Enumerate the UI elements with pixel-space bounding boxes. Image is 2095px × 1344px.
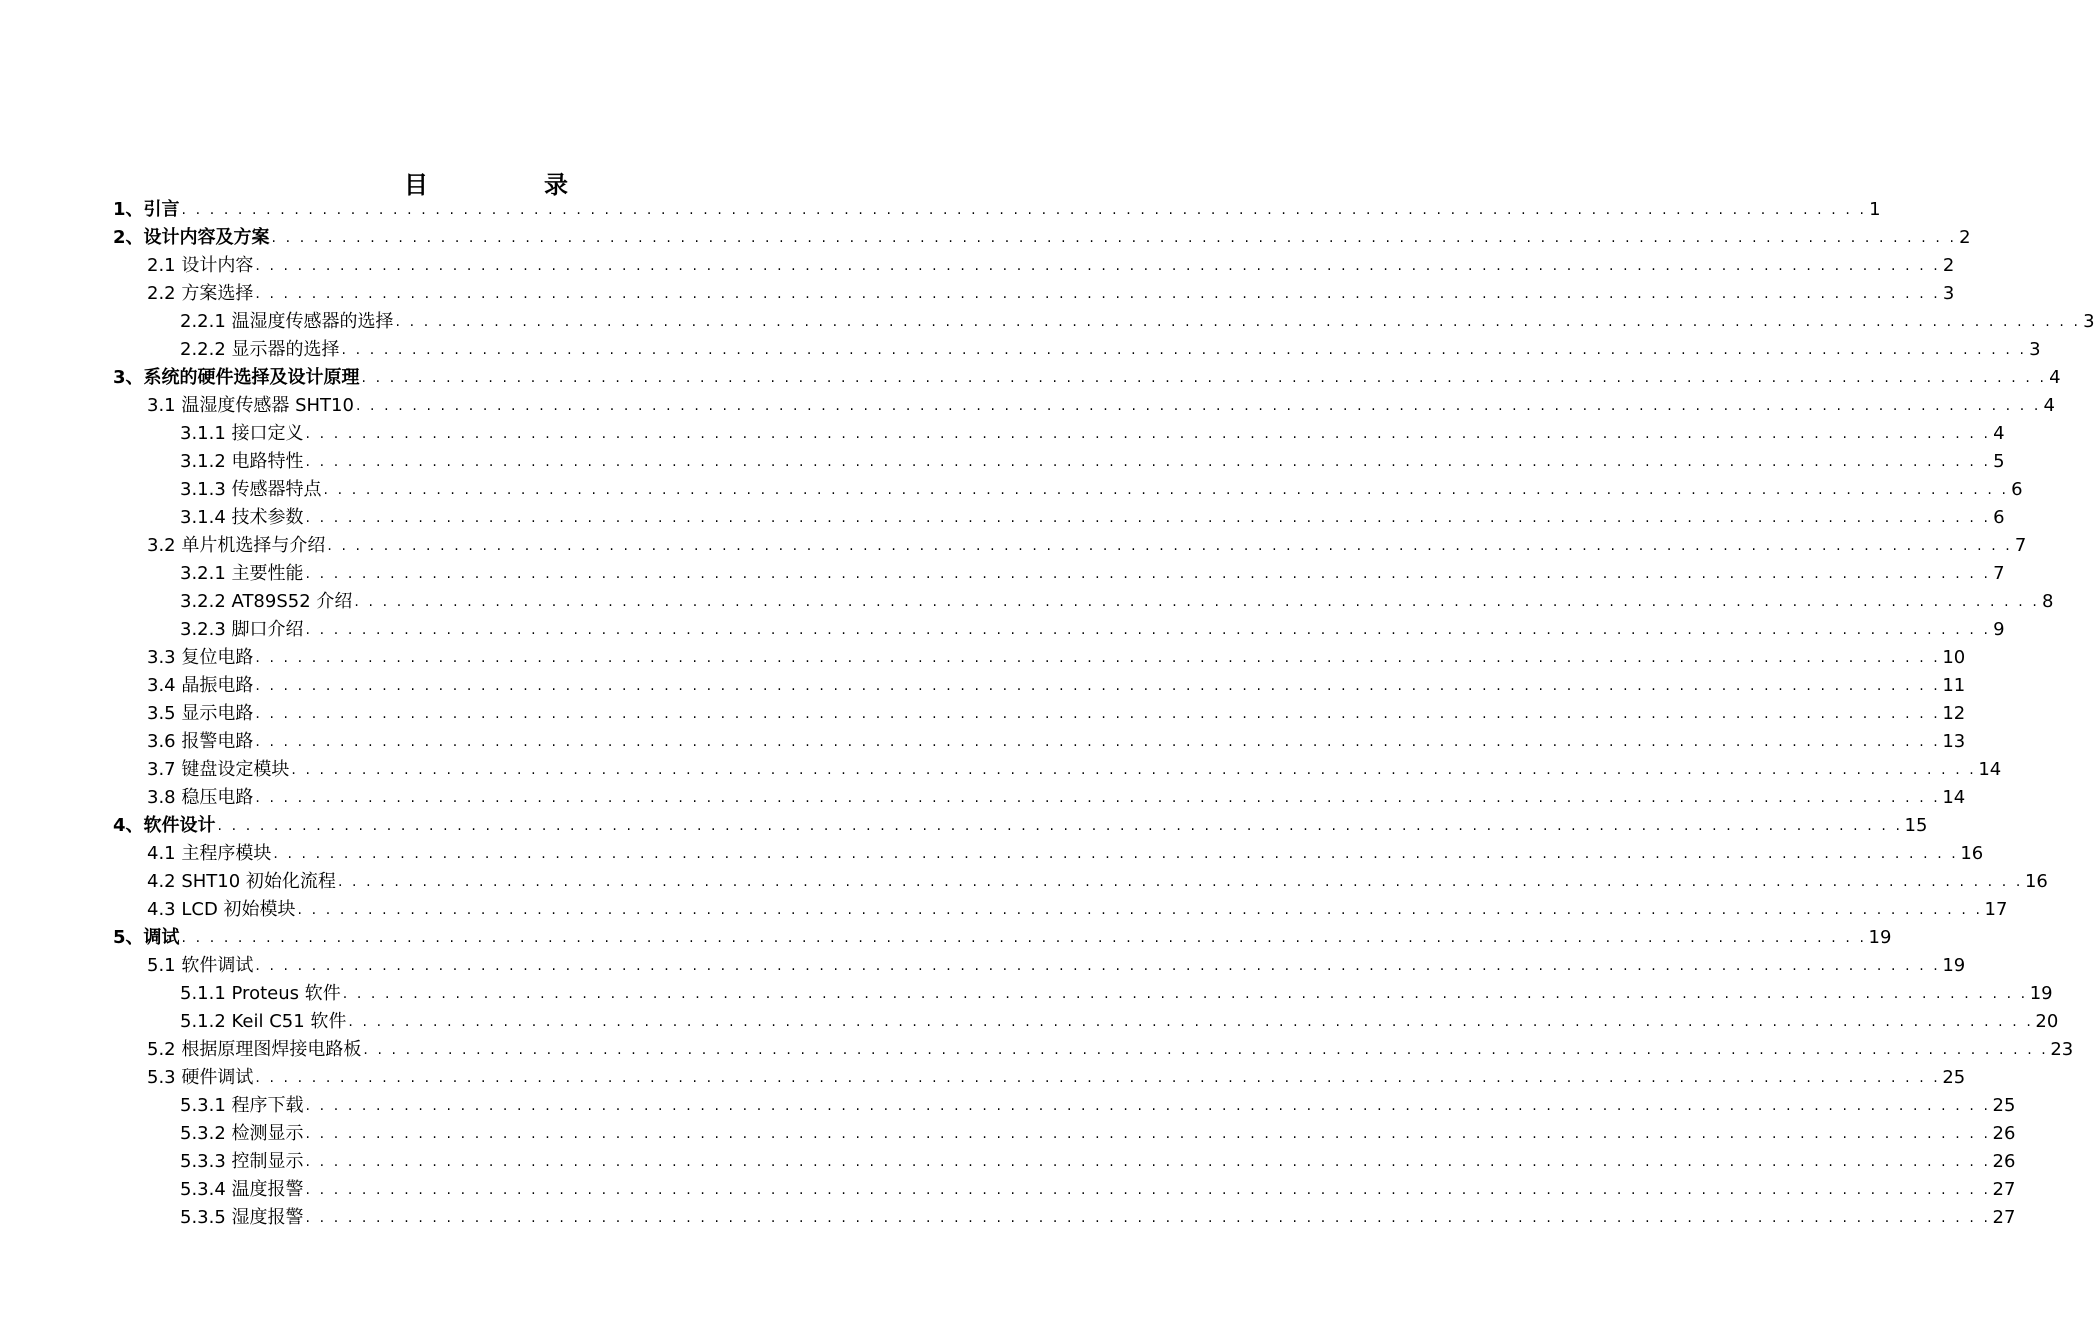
toc-entry-title: 5.3 硬件调试 [147, 1067, 254, 1088]
toc-entry-page-number: 4 [2049, 367, 2061, 388]
toc-dot-leader: . . . . . . . . . . . . . . . . . . . . . . . . . . . . . . . . . . . . . . . . . . . . . . . . . . . . . . . . . . . . . . . . . . . . . . . . . . . . . . . . . . . . . . . . . . . . . . . . . . . . . . . . . . . . . . . . . . . . . . . . [363, 1042, 2049, 1058]
toc-entry[interactable] [0, 1034, 2074, 1062]
toc-entry[interactable] [0, 530, 2027, 558]
toc-entry-page-number: 23 [2050, 1039, 2074, 1060]
toc-dot-leader: . . . . . . . . . . . . . . . . . . . . . . . . . . . . . . . . . . . . . . . . . . . . . . . . . . . . . . . . . . . . . . . . . . . . . . . . . . . . . . . . . . . . . . . . . . . . . . . . . . . . . . . . . . . . . . . . . . . . . . . . [305, 566, 1991, 582]
toc-entry[interactable] [0, 866, 2048, 894]
toc-entry-page-number: 5 [1993, 451, 2005, 472]
toc-entry[interactable] [0, 250, 1955, 278]
toc-entry-title: 3.1.2 电路特性 [180, 451, 304, 472]
toc-entry-page-number: 1 [1869, 199, 1881, 220]
toc-entry[interactable] [0, 810, 1928, 838]
toc-entry[interactable] [0, 726, 1966, 754]
toc-entry-title: 4、软件设计 [113, 815, 216, 836]
toc-entry-title: 4.1 主程序模块 [147, 843, 272, 864]
toc-entry-page-number: 3 [2029, 339, 2041, 360]
toc-dot-leader: . . . . . . . . . . . . . . . . . . . . . . . . . . . . . . . . . . . . . . . . . . . . . . . . . . . . . . . . . . . . . . . . . . . . . . . . . . . . . . . . . . . . . . . . . . . . . . . . . . . . . . . . . . . . . . . . . . . . . . . . [271, 230, 1957, 246]
toc-entry-title: 5.1.2 Keil C51 软件 [180, 1011, 347, 1032]
toc-entry-title: 3.1 温湿度传感器 SHT10 [147, 395, 354, 416]
toc-dot-leader: . . . . . . . . . . . . . . . . . . . . . . . . . . . . . . . . . . . . . . . . . . . . . . . . . . . . . . . . . . . . . . . . . . . . . . . . . . . . . . . . . . . . . . . . . . . . . . . . . . . . . . . . . . . . . . . . . . . . . . . . [305, 1098, 1991, 1114]
toc-dot-leader: . . . . . . . . . . . . . . . . . . . . . . . . . . . . . . . . . . . . . . . . . . . . . . . . . . . . . . . . . . . . . . . . . . . . . . . . . . . . . . . . . . . . . . . . . . . . . . . . . . . . . . . . . . . . . . . . . . . . . . . . [348, 1014, 2034, 1030]
toc-entry-page-number: 14 [1942, 787, 1966, 808]
toc-entry-title: 5.3.1 程序下载 [180, 1095, 304, 1116]
toc-dot-leader: . . . . . . . . . . . . . . . . . . . . . . . . . . . . . . . . . . . . . . . . . . . . . . . . . . . . . . . . . . . . . . . . . . . . . . . . . . . . . . . . . . . . . . . . . . . . . . . . . . . . . . . . . . . . . . . . . . . . . . . . [255, 790, 1941, 806]
toc-entry[interactable] [0, 670, 1966, 698]
toc-entry-title: 2、设计内容及方案 [113, 227, 270, 248]
toc-entry-page-number: 10 [1942, 647, 1966, 668]
toc-entry[interactable] [0, 614, 2005, 642]
toc-entry-page-number: 13 [1942, 731, 1966, 752]
toc-entry[interactable] [0, 1006, 2059, 1034]
toc-entry[interactable] [0, 642, 1966, 670]
toc-entry-title: 3.2 单片机选择与介绍 [147, 535, 326, 556]
toc-entry[interactable] [0, 418, 2005, 446]
toc-dot-leader: . . . . . . . . . . . . . . . . . . . . . . . . . . . . . . . . . . . . . . . . . . . . . . . . . . . . . . . . . . . . . . . . . . . . . . . . . . . . . . . . . . . . . . . . . . . . . . . . . . . . . . . . . . . . . . . . . . . . . . . . [297, 902, 1983, 918]
toc-entry[interactable] [0, 782, 1966, 810]
toc-entry-title: 3.4 晶振电路 [147, 675, 254, 696]
toc-entry-title: 2.2 方案选择 [147, 283, 254, 304]
toc-entry[interactable] [0, 306, 2095, 334]
toc-entry-page-number: 16 [1960, 843, 1984, 864]
toc-dot-leader: . . . . . . . . . . . . . . . . . . . . . . . . . . . . . . . . . . . . . . . . . . . . . . . . . . . . . . . . . . . . . . . . . . . . . . . . . . . . . . . . . . . . . . . . . . . . . . . . . . . . . . . . . . . . . . . . . . . . . . . . [305, 454, 1991, 470]
toc-entry-title: 4.3 LCD 初始模块 [147, 899, 296, 920]
toc-entry[interactable] [0, 194, 1881, 222]
toc-dot-leader: . . . . . . . . . . . . . . . . . . . . . . . . . . . . . . . . . . . . . . . . . . . . . . . . . . . . . . . . . . . . . . . . . . . . . . . . . . . . . . . . . . . . . . . . . . . . . . . . . . . . . . . . . . . . . . . . . . . . . . . . [342, 986, 2028, 1002]
toc-entry-page-number: 6 [1993, 507, 2005, 528]
toc-dot-leader: . . . . . . . . . . . . . . . . . . . . . . . . . . . . . . . . . . . . . . . . . . . . . . . . . . . . . . . . . . . . . . . . . . . . . . . . . . . . . . . . . . . . . . . . . . . . . . . . . . . . . . . . . . . . . . . . . . . . . . . . [305, 1182, 1991, 1198]
toc-title-left: 目 [404, 171, 428, 199]
toc-entry[interactable] [0, 278, 1955, 306]
toc-title-right: 录 [544, 171, 568, 199]
toc-entry-page-number: 27 [1992, 1179, 2016, 1200]
toc-entry[interactable] [0, 922, 1892, 950]
toc-entry-page-number: 26 [1992, 1123, 2016, 1144]
toc-dot-leader: . . . . . . . . . . . . . . . . . . . . . . . . . . . . . . . . . . . . . . . . . . . . . . . . . . . . . . . . . . . . . . . . . . . . . . . . . . . . . . . . . . . . . . . . . . . . . . . . . . . . . . . . . . . . . . . . . . . . . . . . [355, 398, 2041, 414]
toc-entry-title: 5.1.1 Proteus 软件 [180, 983, 341, 1004]
table-of-contents [0, 194, 2095, 1230]
toc-entry-page-number: 16 [2024, 871, 2048, 892]
toc-entry[interactable] [0, 502, 2005, 530]
toc-entry-title: 2.2.2 显示器的选择 [180, 339, 340, 360]
toc-entry-title: 3.1.4 技术参数 [180, 507, 304, 528]
toc-entry-title: 4.2 SHT10 初始化流程 [147, 871, 336, 892]
toc-entry[interactable] [0, 978, 2053, 1006]
toc-entry-page-number: 26 [1992, 1151, 2016, 1172]
toc-entry-title: 3.2.1 主要性能 [180, 563, 304, 584]
toc-dot-leader: . . . . . . . . . . . . . . . . . . . . . . . . . . . . . . . . . . . . . . . . . . . . . . . . . . . . . . . . . . . . . . . . . . . . . . . . . . . . . . . . . . . . . . . . . . . . . . . . . . . . . . . . . . . . . . . . . . . . . . . . [291, 762, 1977, 778]
toc-entry-page-number: 20 [2035, 1011, 2059, 1032]
toc-dot-leader: . . . . . . . . . . . . . . . . . . . . . . . . . . . . . . . . . . . . . . . . . . . . . . . . . . . . . . . . . . . . . . . . . . . . . . . . . . . . . . . . . . . . . . . . . . . . . . . . . . . . . . . . . . . . . . . . . . . . . . . . [361, 370, 2047, 386]
toc-entry[interactable] [0, 754, 2002, 782]
toc-dot-leader: . . . . . . . . . . . . . . . . . . . . . . . . . . . . . . . . . . . . . . . . . . . . . . . . . . . . . . . . . . . . . . . . . . . . . . . . . . . . . . . . . . . . . . . . . . . . . . . . . . . . . . . . . . . . . . . . . . . . . . . . [255, 286, 1941, 302]
toc-entry[interactable] [0, 950, 1966, 978]
toc-entry-title: 3.6 报警电路 [147, 731, 254, 752]
toc-entry-title: 5.3.4 温度报警 [180, 1179, 304, 1200]
toc-entry-title: 3.1.1 接口定义 [180, 423, 304, 444]
toc-entry-title: 3.8 稳压电路 [147, 787, 254, 808]
toc-dot-leader: . . . . . . . . . . . . . . . . . . . . . . . . . . . . . . . . . . . . . . . . . . . . . . . . . . . . . . . . . . . . . . . . . . . . . . . . . . . . . . . . . . . . . . . . . . . . . . . . . . . . . . . . . . . . . . . . . . . . . . . . [337, 874, 2023, 890]
toc-entry-title: 5.1 软件调试 [147, 955, 254, 976]
toc-entry[interactable] [0, 1202, 2016, 1230]
toc-entry-page-number: 25 [1992, 1095, 2016, 1116]
toc-entry[interactable] [0, 894, 2008, 922]
toc-entry-page-number: 19 [1942, 955, 1966, 976]
toc-entry[interactable] [0, 1062, 1966, 1090]
toc-entry-page-number: 12 [1942, 703, 1966, 724]
toc-dot-leader: . . . . . . . . . . . . . . . . . . . . . . . . . . . . . . . . . . . . . . . . . . . . . . . . . . . . . . . . . . . . . . . . . . . . . . . . . . . . . . . . . . . . . . . . . . . . . . . . . . . . . . . . . . . . . . . . . . . . . . . . [255, 706, 1941, 722]
toc-dot-leader: . . . . . . . . . . . . . . . . . . . . . . . . . . . . . . . . . . . . . . . . . . . . . . . . . . . . . . . . . . . . . . . . . . . . . . . . . . . . . . . . . . . . . . . . . . . . . . . . . . . . . . . . . . . . . . . . . . . . . . . . [181, 930, 1867, 946]
toc-dot-leader: . . . . . . . . . . . . . . . . . . . . . . . . . . . . . . . . . . . . . . . . . . . . . . . . . . . . . . . . . . . . . . . . . . . . . . . . . . . . . . . . . . . . . . . . . . . . . . . . . . . . . . . . . . . . . . . . . . . . . . . . [305, 1210, 1991, 1226]
toc-entry[interactable] [0, 1118, 2016, 1146]
toc-dot-leader: . . . . . . . . . . . . . . . . . . . . . . . . . . . . . . . . . . . . . . . . . . . . . . . . . . . . . . . . . . . . . . . . . . . . . . . . . . . . . . . . . . . . . . . . . . . . . . . . . . . . . . . . . . . . . . . . . . . . . . . . [305, 1126, 1991, 1142]
toc-dot-leader: . . . . . . . . . . . . . . . . . . . . . . . . . . . . . . . . . . . . . . . . . . . . . . . . . . . . . . . . . . . . . . . . . . . . . . . . . . . . . . . . . . . . . . . . . . . . . . . . . . . . . . . . . . . . . . . . . . . . . . . . [305, 622, 1991, 638]
toc-dot-leader: . . . . . . . . . . . . . . . . . . . . . . . . . . . . . . . . . . . . . . . . . . . . . . . . . . . . . . . . . . . . . . . . . . . . . . . . . . . . . . . . . . . . . . . . . . . . . . . . . . . . . . . . . . . . . . . . . . . . . . . . [305, 510, 1991, 526]
toc-entry[interactable] [0, 1090, 2016, 1118]
toc-dot-leader: . . . . . . . . . . . . . . . . . . . . . . . . . . . . . . . . . . . . . . . . . . . . . . . . . . . . . . . . . . . . . . . . . . . . . . . . . . . . . . . . . . . . . . . . . . . . . . . . . . . . . . . . . . . . . . . . . . . . . . . . [255, 1070, 1941, 1086]
toc-entry-page-number: 4 [1993, 423, 2005, 444]
toc-entry-page-number: 27 [1992, 1207, 2016, 1228]
toc-dot-leader: . . . . . . . . . . . . . . . . . . . . . . . . . . . . . . . . . . . . . . . . . . . . . . . . . . . . . . . . . . . . . . . . . . . . . . . . . . . . . . . . . . . . . . . . . . . . . . . . . . . . . . . . . . . . . . . . . . . . . . . . [305, 426, 1991, 442]
toc-entry-title: 5、调试 [113, 927, 180, 948]
toc-entry-title: 2.2.1 温湿度传感器的选择 [180, 311, 394, 332]
toc-entry-page-number: 8 [2041, 591, 2054, 612]
toc-entry-title: 5.3.2 检测显示 [180, 1123, 304, 1144]
toc-entry-page-number: 14 [1978, 759, 2002, 780]
toc-dot-leader: . . . . . . . . . . . . . . . . . . . . . . . . . . . . . . . . . . . . . . . . . . . . . . . . . . . . . . . . . . . . . . . . . . . . . . . . . . . . . . . . . . . . . . . . . . . . . . . . . . . . . . . . . . . . . . . . . . . . . . . . [323, 482, 2009, 498]
toc-dot-leader: . . . . . . . . . . . . . . . . . . . . . . . . . . . . . . . . . . . . . . . . . . . . . . . . . . . . . . . . . . . . . . . . . . . . . . . . . . . . . . . . . . . . . . . . . . . . . . . . . . . . . . . . . . . . . . . . . . . . . . . . [327, 538, 2013, 554]
toc-entry-page-number: 25 [1942, 1067, 1966, 1088]
toc-entry-title: 5.3.5 湿度报警 [180, 1207, 304, 1228]
toc-entry[interactable] [0, 698, 1966, 726]
toc-entry[interactable] [0, 222, 1971, 250]
toc-entry-page-number: 19 [1868, 927, 1892, 948]
toc-entry-page-number: 4 [2043, 395, 2055, 416]
toc-entry-title: 3.7 键盘设定模块 [147, 759, 290, 780]
toc-entry[interactable] [0, 1174, 2016, 1202]
toc-dot-leader: . . . . . . . . . . . . . . . . . . . . . . . . . . . . . . . . . . . . . . . . . . . . . . . . . . . . . . . . . . . . . . . . . . . . . . . . . . . . . . . . . . . . . . . . . . . . . . . . . . . . . . . . . . . . . . . . . . . . . . . . [255, 734, 1941, 750]
toc-entry[interactable] [0, 446, 2005, 474]
toc-dot-leader: . . . . . . . . . . . . . . . . . . . . . . . . . . . . . . . . . . . . . . . . . . . . . . . . . . . . . . . . . . . . . . . . . . . . . . . . . . . . . . . . . . . . . . . . . . . . . . . . . . . . . . . . . . . . . . . . . . . . . . . . [305, 1154, 1991, 1170]
toc-entry-title: 2.1 设计内容 [147, 255, 254, 276]
toc-dot-leader: . . . . . . . . . . . . . . . . . . . . . . . . . . . . . . . . . . . . . . . . . . . . . . . . . . . . . . . . . . . . . . . . . . . . . . . . . . . . . . . . . . . . . . . . . . . . . . . . . . . . . . . . . . . . . . . . . . . . . . . . [273, 846, 1959, 862]
toc-dot-leader: . . . . . . . . . . . . . . . . . . . . . . . . . . . . . . . . . . . . . . . . . . . . . . . . . . . . . . . . . . . . . . . . . . . . . . . . . . . . . . . . . . . . . . . . . . . . . . . . . . . . . . . . . . . . . . . . . . . . . . . . [255, 678, 1941, 694]
toc-dot-leader: . . . . . . . . . . . . . . . . . . . . . . . . . . . . . . . . . . . . . . . . . . . . . . . . . . . . . . . . . . . . . . . . . . . . . . . . . . . . . . . . . . . . . . . . . . . . . . . . . . . . . . . . . . . . . . . . . . . . . . . . [354, 594, 2040, 610]
toc-entry-title: 3.5 显示电路 [147, 703, 254, 724]
toc-dot-leader: . . . . . . . . . . . . . . . . . . . . . . . . . . . . . . . . . . . . . . . . . . . . . . . . . . . . . . . . . . . . . . . . . . . . . . . . . . . . . . . . . . . . . . . . . . . . . . . . . . . . . . . . . . . . . . . . . . . . . . . . [395, 314, 2081, 330]
toc-entry[interactable] [0, 474, 2023, 502]
toc-entry-page-number: 17 [1984, 899, 2008, 920]
toc-entry-page-number: 2 [1942, 255, 1955, 276]
toc-entry-page-number: 9 [1993, 619, 2005, 640]
toc-entry-title: 3.2.3 脚口介绍 [180, 619, 304, 640]
toc-entry-page-number: 3 [1942, 283, 1955, 304]
toc-entry-title: 1、引言 [113, 199, 180, 220]
toc-entry[interactable] [0, 586, 2054, 614]
toc-entry[interactable] [0, 558, 2005, 586]
toc-entry-page-number: 3 [2083, 311, 2095, 332]
toc-entry-title: 3.3 复位电路 [147, 647, 254, 668]
toc-entry[interactable] [0, 362, 2061, 390]
toc-entry-page-number: 7 [2014, 535, 2027, 556]
toc-entry-title: 5.3.3 控制显示 [180, 1151, 304, 1172]
toc-dot-leader: . . . . . . . . . . . . . . . . . . . . . . . . . . . . . . . . . . . . . . . . . . . . . . . . . . . . . . . . . . . . . . . . . . . . . . . . . . . . . . . . . . . . . . . . . . . . . . . . . . . . . . . . . . . . . . . . . . . . . . . . [181, 202, 1867, 218]
toc-entry-page-number: 2 [1959, 227, 1971, 248]
toc-entry-title: 3、系统的硬件选择及设计原理 [113, 367, 360, 388]
toc-entry[interactable] [0, 390, 2055, 418]
toc-entry[interactable] [0, 334, 2041, 362]
toc-entry[interactable] [0, 1146, 2016, 1174]
toc-entry-page-number: 6 [2011, 479, 2023, 500]
toc-entry-page-number: 11 [1942, 675, 1966, 696]
toc-entry-page-number: 7 [1993, 563, 2005, 584]
toc-entry-page-number: 19 [2029, 983, 2053, 1004]
toc-entry-title: 5.2 根据原理图焊接电路板 [147, 1039, 362, 1060]
toc-entry-page-number: 15 [1904, 815, 1928, 836]
toc-entry[interactable] [0, 838, 1984, 866]
toc-entry-title: 3.1.3 传感器特点 [180, 479, 322, 500]
toc-dot-leader: . . . . . . . . . . . . . . . . . . . . . . . . . . . . . . . . . . . . . . . . . . . . . . . . . . . . . . . . . . . . . . . . . . . . . . . . . . . . . . . . . . . . . . . . . . . . . . . . . . . . . . . . . . . . . . . . . . . . . . . . [255, 258, 1941, 274]
toc-dot-leader: . . . . . . . . . . . . . . . . . . . . . . . . . . . . . . . . . . . . . . . . . . . . . . . . . . . . . . . . . . . . . . . . . . . . . . . . . . . . . . . . . . . . . . . . . . . . . . . . . . . . . . . . . . . . . . . . . . . . . . . . [255, 958, 1941, 974]
toc-dot-leader: . . . . . . . . . . . . . . . . . . . . . . . . . . . . . . . . . . . . . . . . . . . . . . . . . . . . . . . . . . . . . . . . . . . . . . . . . . . . . . . . . . . . . . . . . . . . . . . . . . . . . . . . . . . . . . . . . . . . . . . . [341, 342, 2027, 358]
toc-dot-leader: . . . . . . . . . . . . . . . . . . . . . . . . . . . . . . . . . . . . . . . . . . . . . . . . . . . . . . . . . . . . . . . . . . . . . . . . . . . . . . . . . . . . . . . . . . . . . . . . . . . . . . . . . . . . . . . . . . . . . . . . [255, 650, 1941, 666]
toc-dot-leader: . . . . . . . . . . . . . . . . . . . . . . . . . . . . . . . . . . . . . . . . . . . . . . . . . . . . . . . . . . . . . . . . . . . . . . . . . . . . . . . . . . . . . . . . . . . . . . . . . . . . . . . . . . . . . . . . . . . . . . . . [217, 818, 1903, 834]
toc-entry-title: 3.2.2 AT89S52 介绍 [180, 591, 353, 612]
